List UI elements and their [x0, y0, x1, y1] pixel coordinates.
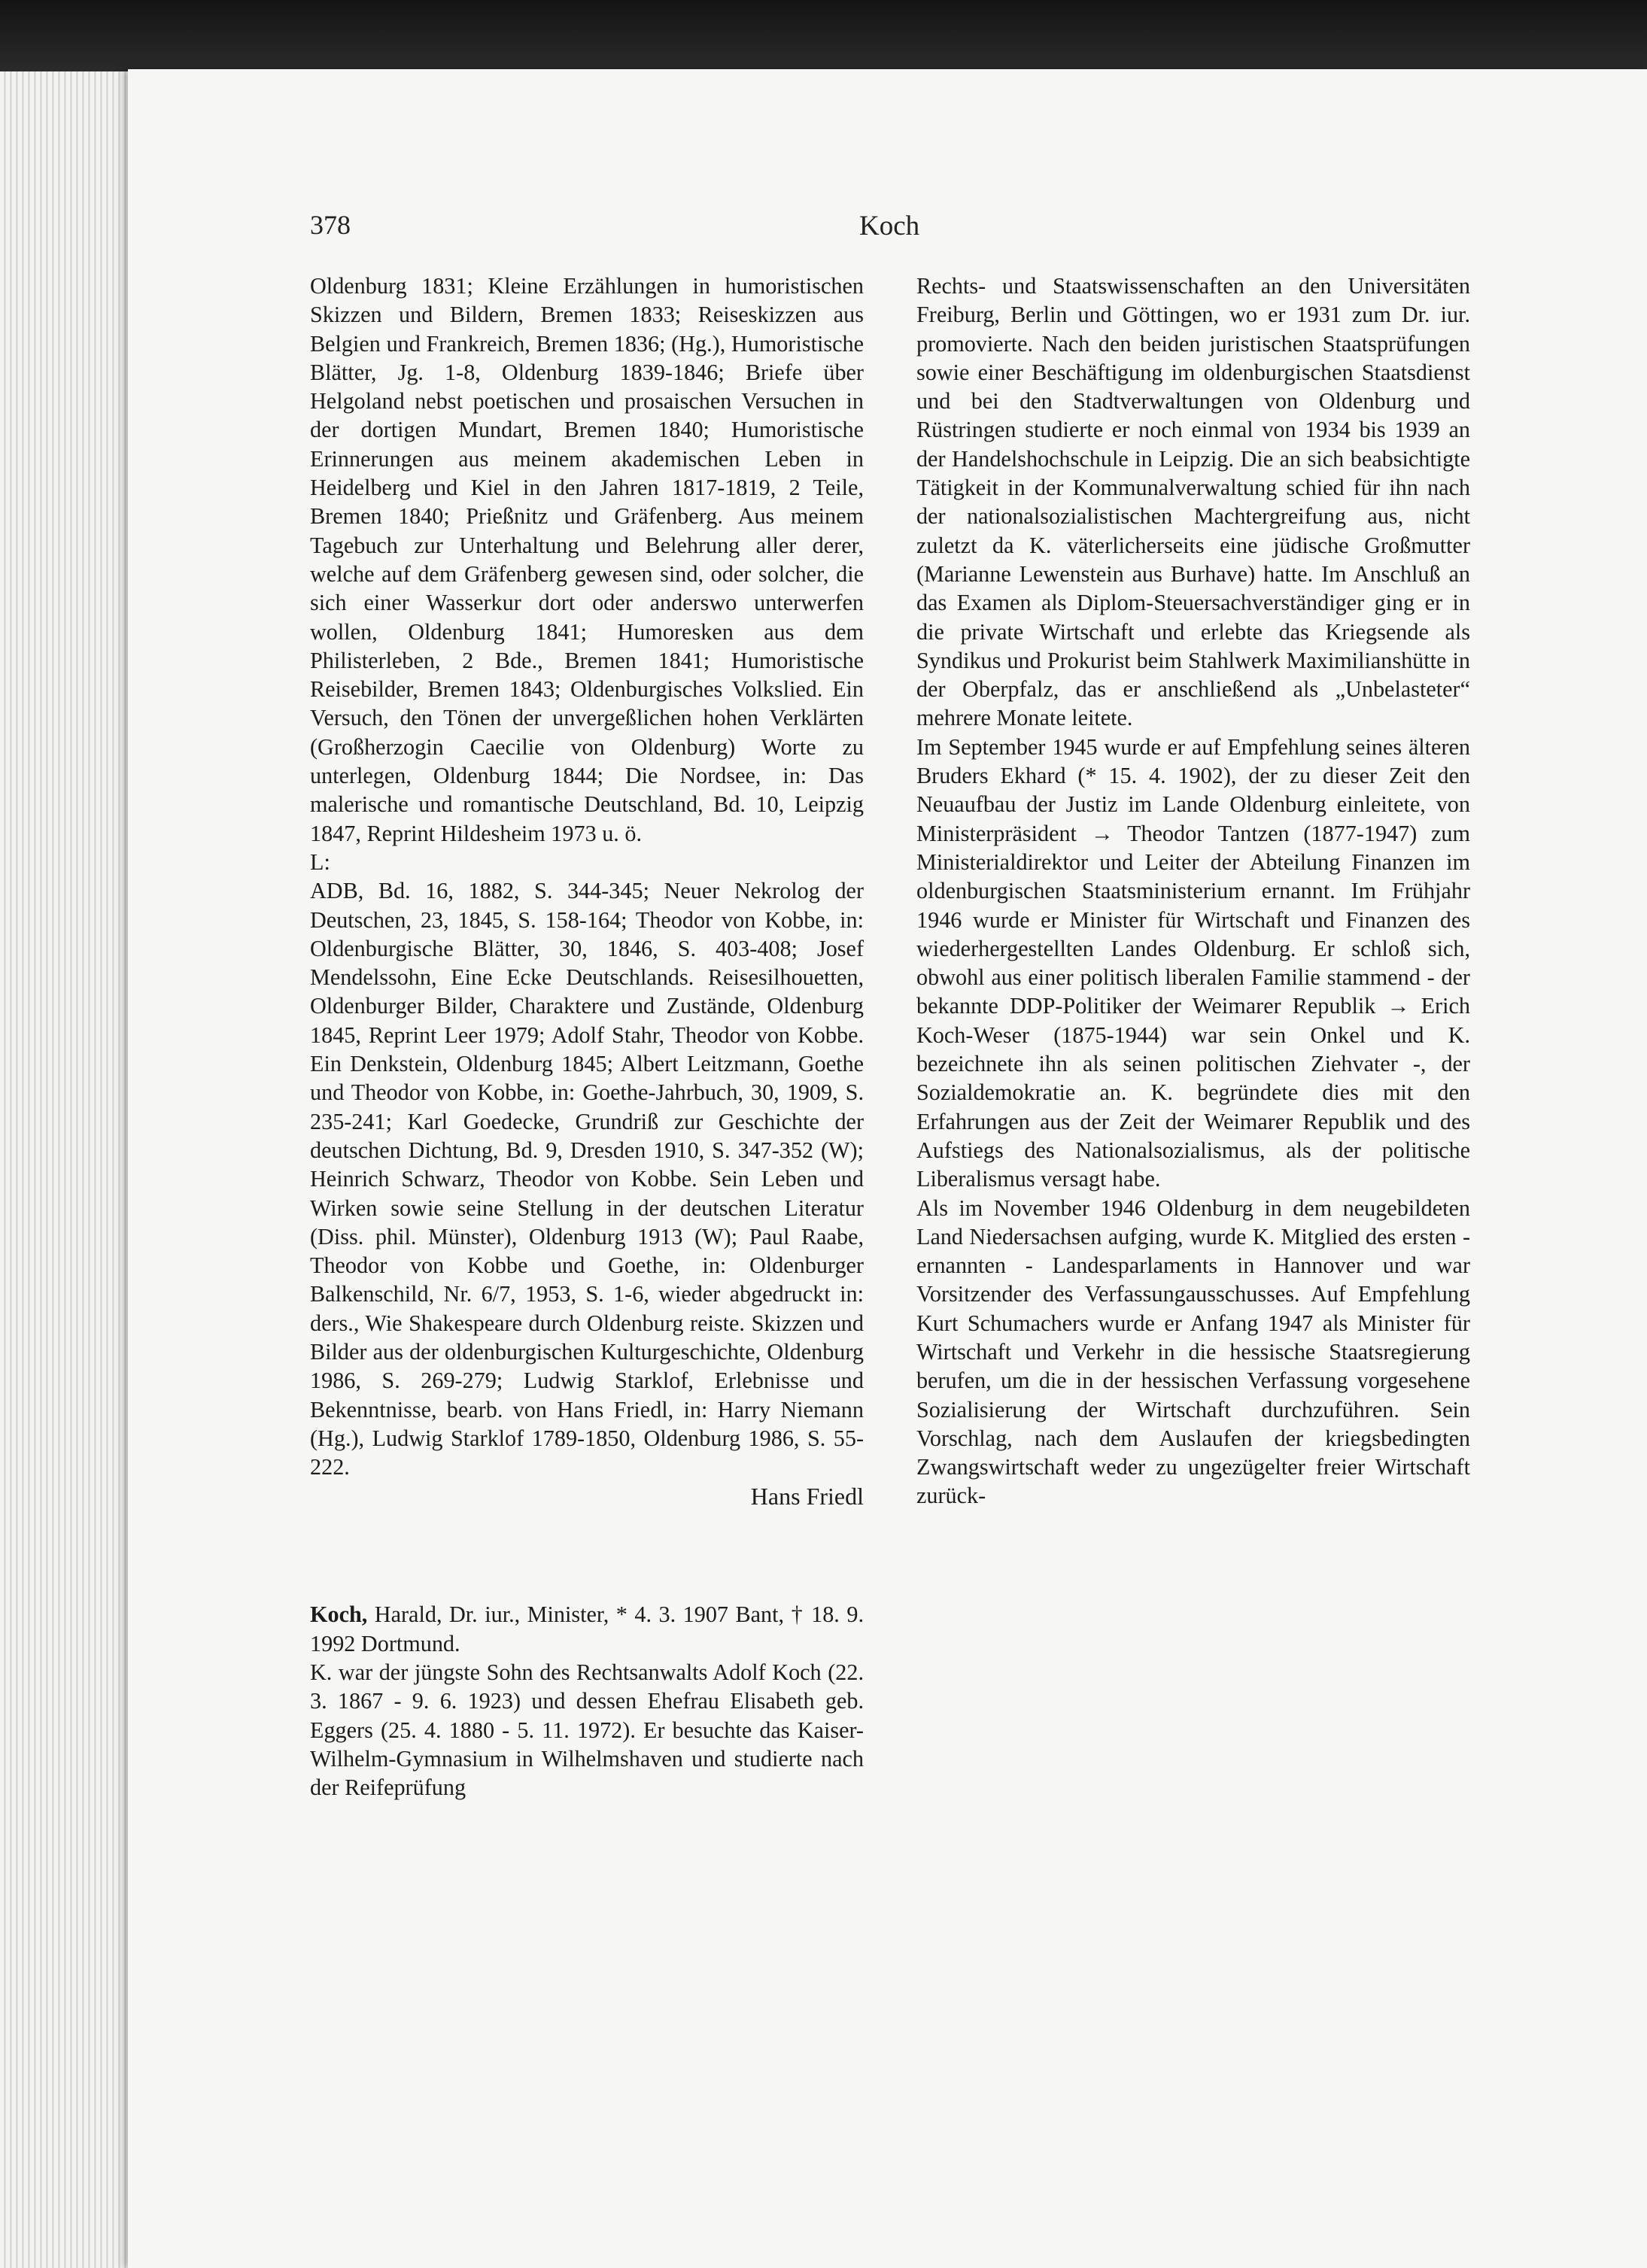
continued-works-text: Oldenburg 1831; Kleine Erzählungen in humoristischen Skizzen und Bildern, Bremen 1833; Reiseskizzen aus Belgien und Frankreich, Bremen 1836; (Hg.), Humoristische Blätter, Jg. 1-8, Oldenburg 1839-1846; Briefe über Helgoland nebst poetischen und prosaischen Versuchen in der dortigen Mundart, Bremen 1840; Humoristische Erinnerungen aus meinem akademischen Leben in Heidelberg und Kiel in den Jahren 1817-1819, 2 Teile, Bremen 1840; Prießnitz und Gräfenberg. Aus meinem Tagebuch zur Unterhaltung und Belehrung aller derer, welche auf dem Gräfenberg gewesen sind, oder solcher, die sich einer Wasserkur dort oder anderswo unterwerfen wollen, Oldenburg 1841; Humoresken aus dem Philisterleben, 2 Bde., Bremen 1841; Humoristische Reisebilder, Bremen 1843; Oldenburgisches Volkslied. Ein Versuch, den Tönen der unvergeßlichen hohen Verklärten (Großherzogin Caecilie von Oldenburg) Worte zu unterlegen, Oldenburg 1844; Die Nordsee, in: Das malerische und romantische Deutschland, Bd. 10, Leipzig 1847, Reprint Hildesheim 1973 u. ö. — [310, 273, 864, 846]
right-paragraph-1: Rechts- und Staatswissenschaften an den Universitäten Freiburg, Berlin und Göttingen, wo er 1931 zum Dr. iur. promovierte. Nach den beiden juristischen Staatsprüfungen sowie einer Beschäftigung im oldenburgischen Staatsdienst und bei den Stadtverwaltungen von Oldenburg und Rüstringen studierte er noch einmal von 1934 bis 1939 an der Handelshochschule in Leipzig. Die an sich beabsichtigte Tätigkeit in der Kommunalverwaltung schied für ihn nach der nationalsozialistischen Machtergreifung aus, nicht zuletzt da K. väterlicherseits eine jüdische Großmutter (Marianne Lewenstein aus Burhave) hatte. Im Anschluß an das Examen als Diplom-Steuersachverständiger ging er in die private Wirtschaft und erlebte das Kriegsende als Syndikus und Prokurist beim Stahlwerk Maximilianshütte in der Oberpfalz, das er anschließend als „Unbelasteter“ mehrere Monate leitete. — [916, 273, 1470, 731]
book-top-shadow — [0, 0, 1647, 71]
running-title: Koch — [859, 211, 920, 241]
left-column — [310, 272, 864, 1802]
right-paragraph-2: Im September 1945 wurde er auf Empfehlung seines älteren Bruders Ekhard (* 15. 4. 1902), der zu dieser Zeit den Neuaufbau der Justiz im Lande Oldenburg einleitete, von Ministerpräsident → Theodor Tantzen (1877-1947) zum Ministerialdirektor und Leiter der Abteilung Finanzen im oldenburgischen Staatsministerium ernannt. Im Frühjahr 1946 wurde er Minister für Wirtschaft und Finanzen des wiederhergestellten Landes Oldenburg. Er schloß sich, obwohl aus einer politisch liberalen Familie stammend - der bekannte DDP-Politiker der Weimarer Republik → Erich Koch-Weser (1875-1944) war sein Onkel und K. bezeichnete ihn als seinen politischen Ziehvater -, der Sozialdemokratie an. K. begründete dies mit den Erfahrungen aus der Zeit der Weimarer Republik und des Aufstiegs des Nationalsozialismus, als der politische Liberalismus versagt habe. — [916, 733, 1470, 1192]
entry-name: Koch, — [310, 1602, 368, 1628]
entry-text: K. war der jüngste Sohn des Rechtsanwalts Adolf Koch (22. 3. 1867 - 9. 6. 1923) und dessen Ehefrau Elisabeth geb. Eggers (25. 4. 1880 - 5. 11. 1972). Er besuchte das Kaiser-Wilhelm-Gymnasium in Wilhelmshaven und studierte nach der Reifeprüfung — [310, 1659, 864, 1801]
right-column — [916, 272, 1470, 1510]
entry-header-text: Harald, Dr. iur., Minister, * 4. 3. 1907 Bant, † 18. 9. 1992 Dortmund. — [310, 1602, 864, 1656]
literature-label: L: — [310, 849, 330, 875]
entry-header — [310, 1600, 864, 1658]
book-page-edges — [0, 71, 143, 2268]
page-number: 378 — [310, 210, 351, 240]
right-paragraph-3: Als im November 1946 Oldenburg in dem neugebildeten Land Niedersachsen aufging, wurde K. Mitglied des ersten - ernannten - Landesparlaments in Hannover und war Vorsitzender des Verfassungausschusses. Auf Empfehlung Kurt Schumachers wurde er Anfang 1947 als Minister für Wirtschaft und Verkehr in die hessische Staatsregierung berufen, um die in der hessischen Verfassung vorgesehene Sozialisierung der Wirtschaft durchzuführen. Sein Vorschlag, nach dem Auslaufen der kriegsbedingten Zwangswirtschaft weder zu ungezügelter freier Wirtschaft zurück- — [916, 1195, 1470, 1509]
author-signature: Hans Friedl — [750, 1483, 864, 1510]
entry-spacer — [310, 1511, 864, 1600]
literature-text: ADB, Bd. 16, 1882, S. 344-345; Neuer Nekrolog der Deutschen, 23, 1845, S. 158-164; Theodor von Kobbe, in: Oldenburgische Blätter, 30, 1846, S. 403-408; Josef Mendelssohn, Eine Ecke Deutschlands. Reisesilhouetten, Oldenburger Bilder, Charaktere und Zustände, Oldenburg 1845, Reprint Leer 1979; Adolf Stahr, Theodor von Kobbe. Ein Denkstein, Oldenburg 1845; Albert Leitzmann, Goethe und Theodor von Kobbe, in: Goethe-Jahrbuch, 30, 1909, S. 235-241; Karl Goedecke, Grundriß zur Geschichte der deutschen Dichtung, Bd. 9, Dresden 1910, S. 347-352 (W); Heinrich Schwarz, Theodor von Kobbe. Sein Leben und Wirken sowie seine Stellung in der deutschen Literatur (Diss. phil. Münster), Oldenburg 1913 (W); Paul Raabe, Theodor von Kobbe und Goethe, in: Oldenburger Balkenschild, Nr. 6/7, 1953, S. 1-6, wieder abgedruckt in: ders., Wie Shakespeare durch Oldenburg reiste. Skizzen und Bilder aus der oldenburgischen Kulturgeschichte, Oldenburg 1986, S. 269-279; Ludwig Starklof, Erlebnisse und Bekenntnisse, bearb. von Hans Friedl, in: Harry Niemann (Hg.), Ludwig Starklof 1789-1850, Oldenburg 1986, S. 55-222. — [310, 878, 864, 1480]
